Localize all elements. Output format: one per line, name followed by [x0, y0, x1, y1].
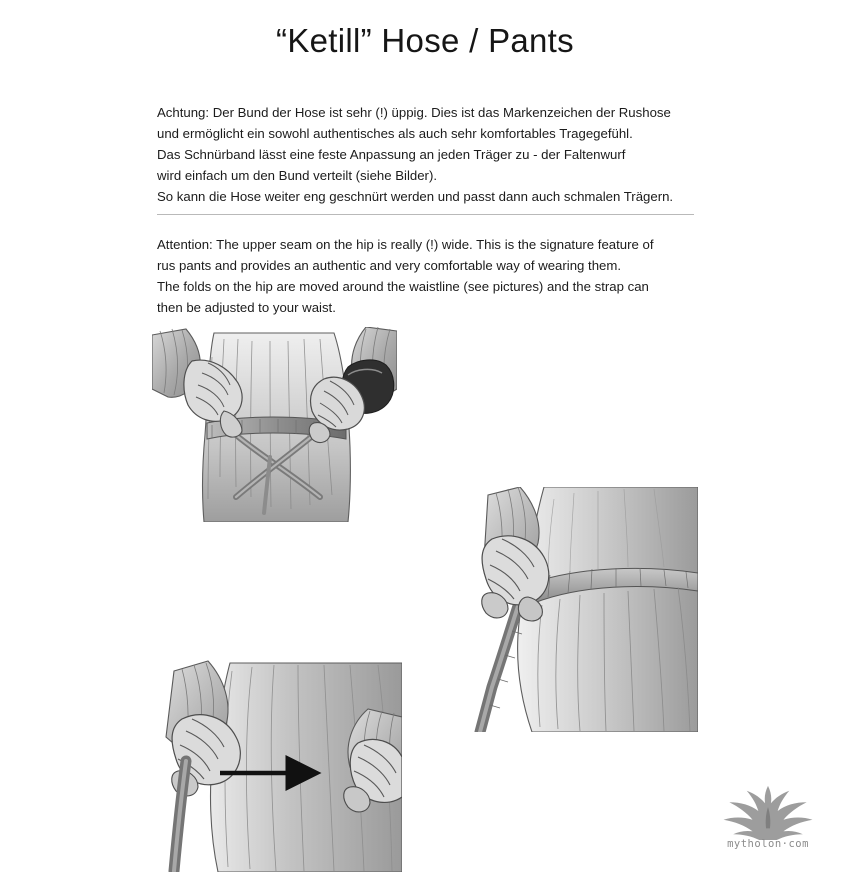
german-line-5: So kann die Hose weiter eng geschnürt werden und passt dann auch schmalen Trägern.	[157, 189, 674, 204]
english-line-4: then be adjusted to your waist.	[157, 300, 336, 315]
document-page	[0, 22, 850, 872]
phoenix-icon	[710, 782, 826, 840]
section-divider	[157, 214, 694, 215]
german-line-3: Das Schnürband lässt eine feste Anpassung an jeden Träger zu - der Faltenwurf	[157, 147, 626, 162]
german-line-4: wird einfach um den Bund verteilt (siehe Bilder).	[157, 168, 438, 183]
page-title: “Ketill” Hose / Pants	[276, 22, 574, 59]
english-instructions	[157, 234, 717, 318]
illustration-hand-pulling-strap-side	[458, 487, 698, 732]
german-instructions	[157, 102, 717, 207]
illustration-strap-pulled-with-arrow	[152, 657, 402, 872]
german-line-2: und ermöglicht ein sowohl authentisches als auch sehr komfortables Tragegefühl.	[157, 126, 633, 141]
english-line-3: The folds on the hip are moved around the waistline (see pictures) and the strap can	[157, 279, 649, 294]
brand-logo	[710, 782, 826, 860]
english-line-2: rus pants and provides an authentic and very comfortable way of wearing them.	[157, 258, 622, 273]
english-line-1: Attention: The upper seam on the hip is really (!) wide. This is the signature feature of	[157, 237, 654, 252]
logo-text: mytholon·com	[727, 838, 809, 850]
german-line-1: Achtung: Der Bund der Hose ist sehr (!) üppig. Dies ist das Markenzeichen der Rushose	[157, 105, 671, 120]
illustration-hands-pulling-waistband-front	[152, 327, 397, 522]
